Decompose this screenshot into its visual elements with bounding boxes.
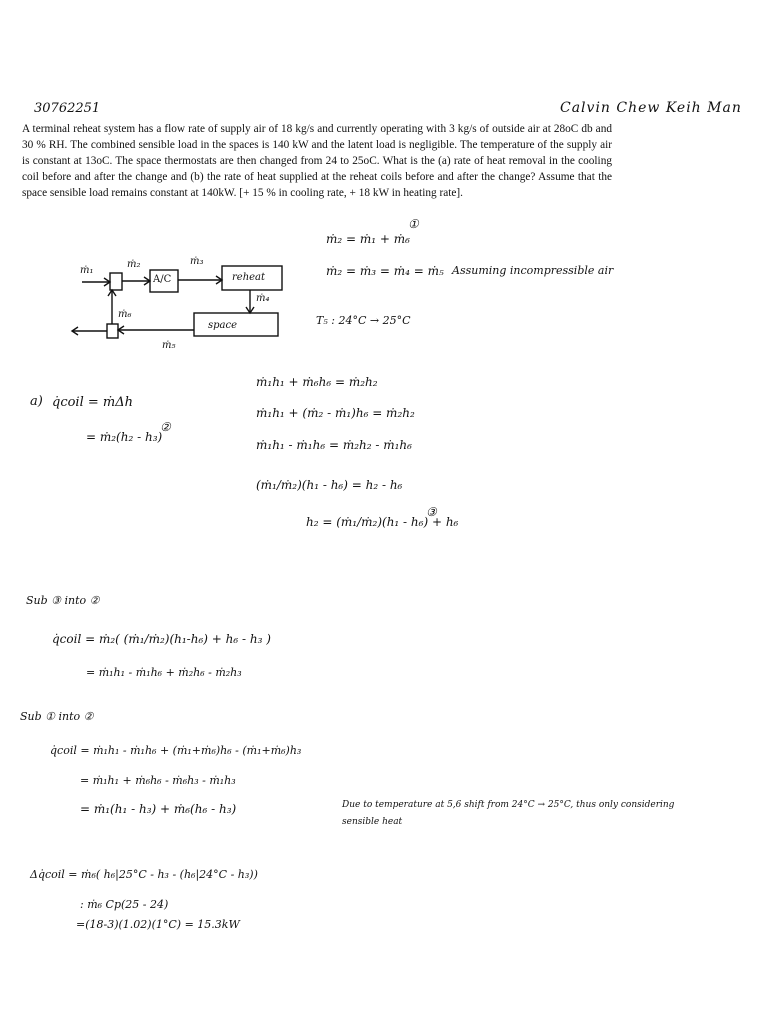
mixing-eq-3: ṁ₁h₁ - ṁ₁h₆ = ṁ₂h₂ - ṁ₁h₆ bbox=[256, 438, 412, 452]
q-coil-definition: q̇coil = ṁΔh bbox=[52, 395, 133, 410]
mixing-eq-5: h₂ = (ṁ₁/ṁ₂)(h₁ - h₆) + h₆ bbox=[306, 515, 459, 529]
sub3-line-2: = ṁ₁h₁ - ṁ₁h₆ + ṁ₂h₆ - ṁ₂h₃ bbox=[86, 666, 242, 679]
mixing-eq-2: ṁ₁h₁ + (ṁ₂ - ṁ₁)h₆ = ṁ₂h₂ bbox=[256, 406, 415, 420]
sub1-line-3: = ṁ₁(h₁ - h₃) + ṁ₆(h₆ - h₃) bbox=[80, 802, 237, 816]
mixing-eq-4: (ṁ₁/ṁ₂)(h₁ - h₆) = h₂ - h₆ bbox=[256, 478, 403, 492]
label-m6: ṁ₆ bbox=[118, 309, 132, 320]
side-note-1: Due to temperature at 5,6 shift from 24°C → 25°C, thus only considering bbox=[342, 800, 675, 810]
mixing-eq-1: ṁ₁h₁ + ṁ₆h₆ = ṁ₂h₂ bbox=[256, 375, 378, 389]
part-a-label: a) bbox=[30, 394, 43, 409]
q-coil-definition-2: = ṁ₂(h₂ - h₃) bbox=[86, 430, 163, 444]
label-m2: ṁ₂ bbox=[127, 259, 141, 270]
eq-mass-balance: ṁ₂ = ṁ₁ + ṁ₆ bbox=[326, 232, 410, 246]
label-space: space bbox=[208, 320, 238, 331]
delta-line-1: Δq̇coil = ṁ₆( h₆|25°C - h₃ - (h₆|24°C - h₃)) bbox=[30, 868, 258, 881]
mixing-box bbox=[110, 273, 122, 290]
temperature-note: T₅ : 24°C → 25°C bbox=[316, 314, 411, 327]
sub1-line-1: q̇coil = ṁ₁h₁ - ṁ₁h₆ + (ṁ₁+ṁ₆)h₆ - (ṁ₁+ṁ₆)h₃ bbox=[50, 744, 302, 757]
eq-marker-3: ③ bbox=[426, 505, 437, 519]
author-name: Calvin Chew Keih Man bbox=[560, 100, 742, 116]
label-m5: ṁ₅ bbox=[162, 340, 176, 351]
delta-line-3: =(18-3)(1.02)(1°C) = 15.3kW bbox=[76, 918, 240, 931]
problem-statement: A terminal reheat system has a flow rate of supply air of 18 kg/s and currently operating with 3 kg/s of outside air at 28oC db and 30 % RH. The combined sensible load in the spaces is 140 kW and the latent load is negligible. The temperature of the supply air is constant at 13oC. The space thermostats are then changed from 24 to 25oC. What is the (a) rate of heat removal in the cooling coil before and after the change and (b) the rate of heat supplied at the reheat coils before and after the change? Assume that the space sensible load remains constant at 140kW. [+ 15 % in cooling rate, + 18 kW in heating rate]. bbox=[22, 123, 612, 199]
student-id: 30762251 bbox=[34, 101, 101, 116]
sub3-heading: Sub ③ into ② bbox=[26, 594, 100, 607]
label-ac: A/C bbox=[153, 274, 172, 285]
label-reheat: reheat bbox=[232, 272, 266, 283]
sub1-line-2: = ṁ₁h₁ + ṁ₆h₆ - ṁ₆h₃ - ṁ₁h₃ bbox=[80, 774, 236, 787]
eq-incompressible: ṁ₂ = ṁ₃ = ṁ₄ = ṁ₅ bbox=[326, 264, 444, 278]
sub3-line-1: q̇coil = ṁ₂( (ṁ₁/ṁ₂)(h₁-h₆) + h₆ - h₃ ) bbox=[52, 632, 271, 646]
assumption-note: Assuming incompressible air bbox=[452, 264, 614, 277]
sub1-heading: Sub ① into ② bbox=[20, 710, 94, 723]
label-m3: ṁ₃ bbox=[190, 256, 204, 267]
eq-marker-2: ② bbox=[160, 420, 171, 434]
eq-marker-1: ① bbox=[408, 217, 419, 231]
return-box bbox=[107, 324, 118, 338]
side-note-2: sensible heat bbox=[342, 817, 403, 827]
delta-line-2: : ṁ₆ Cp(25 - 24) bbox=[80, 898, 169, 911]
label-m1: ṁ₁ bbox=[80, 265, 94, 276]
label-m4: ṁ₄ bbox=[256, 293, 270, 304]
